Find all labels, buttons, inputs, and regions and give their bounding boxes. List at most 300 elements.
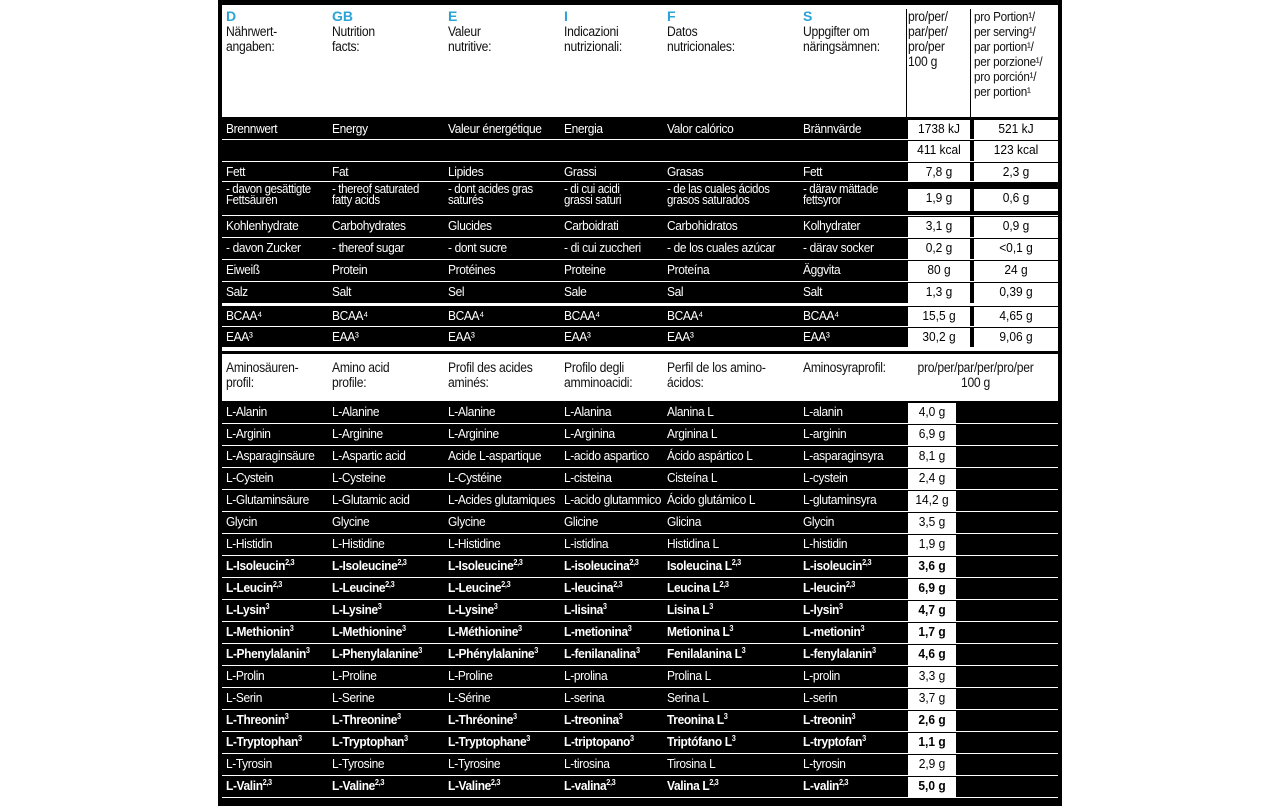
amino-name: L-Aspartic acid [332,448,406,463]
amino-name: L-Threonin$^3$ [226,712,289,727]
amino-name: L-Valine$^{2,3}$ [332,778,385,793]
amino-value: 4,6 g [918,646,946,661]
amino-name: L-lisina$^3$ [564,602,607,617]
nutrition-row [218,140,1062,162]
amino-name: L-Alanin [226,404,267,419]
amino-name: L-Methionin$^3$ [226,624,294,639]
amino-name: Ácido glutámico L [667,492,756,507]
portion-header [974,5,1058,117]
per100-value: 411 kcal [917,142,961,157]
amino-name: L-Histidine [332,536,385,551]
amino-name: L-Prolin [226,668,265,683]
amino-value-box [908,623,956,644]
nutrition-name: Salt [332,284,352,299]
amino-name: L-Leucine$^{2,3}$ [332,580,395,595]
amino-value: 4,7 g [918,602,946,617]
amino-row [218,754,1062,776]
portion-value-box [974,261,1058,282]
portion-value: <0,1 g [999,240,1033,255]
nutrition-name: Carbohidratos [667,218,738,233]
amino-row [218,732,1062,754]
amino-name: L-Leucine$^{2,3}$ [448,580,511,595]
amino-name: Glycine [448,514,486,529]
nutrition-name: BCAA⁴ [448,308,484,323]
amino-name: L-Arginin [226,426,271,441]
portion-value: 9,06 g [999,329,1033,344]
amino-value-box [908,755,956,776]
amino-col-header-text: Aminosyraprofil: [803,360,886,375]
lang-header-text: Nutrition facts: [332,24,375,54]
nutrition-row [218,327,1062,348]
nutrition-name: - di cui zuccheri [564,240,641,255]
amino-name: L-treonin$^3$ [803,712,856,727]
nutrition-name: - dont acides gras saturés [448,182,533,207]
amino-name: L-treonina$^3$ [564,712,623,727]
amino-name: Serina L [667,690,709,705]
per100-value: 7,8 g [925,164,953,179]
portion-value-box [974,217,1058,238]
per100-value-box [908,120,970,140]
amino-name: Histidina L [667,536,719,551]
amino-value-box [908,689,956,710]
amino-name: L-metionina$^3$ [564,624,632,639]
amino-name: L-fenilanalina$^3$ [564,646,640,661]
nutrition-name [667,140,799,162]
amino-value-box [908,469,956,490]
amino-name: L-prolin [803,668,840,683]
amino-row [218,710,1062,732]
amino-name: L-Histidin [226,536,273,551]
amino-name: L-Valin$^{2,3}$ [226,778,272,793]
header-divider [970,9,971,117]
amino-col-header [448,354,572,401]
amino-row [218,424,1062,446]
amino-name: Leucina L$^{2,3}$ [667,580,729,595]
amino-name: L-Histidine [448,536,501,551]
amino-row [218,446,1062,468]
amino-name: L-Isoleucin$^{2,3}$ [226,558,295,573]
nutrition-name: Eiweiß [226,262,260,277]
amino-name: Glycin [803,514,835,529]
nutrition-name: - de los cuales azúcar [667,240,776,255]
nutrition-name: Glucides [448,218,492,233]
amino-name: Isoleucina L$^{2,3}$ [667,558,741,573]
amino-name: L-Alanine [332,404,380,419]
nutrition-name [332,140,446,162]
lang-header-i [564,5,666,117]
amino-name: L-lysin$^3$ [803,602,843,617]
per100-value: 3,1 g [925,218,953,233]
per100-value-box [908,163,970,182]
nutrition-name: Brennwert [226,121,278,136]
amino-name: L-Glutamic acid [332,492,410,507]
amino-name: L-Lysine$^3$ [332,602,382,617]
amino-name: L-valina$^{2,3}$ [564,778,616,793]
lang-code: S [803,8,813,24]
nutrition-name: BCAA⁴ [564,308,600,323]
nutrition-name: Lipides [448,164,484,179]
lang-header-text: Datos nutricionales: [667,24,735,54]
per100-value-box [908,217,970,238]
nutrition-name: Carboidrati [564,218,619,233]
nutrition-name [803,140,908,162]
amino-name: Ácido aspártico L [667,448,753,463]
amino-name: L-Thréonine$^3$ [448,712,517,727]
nutrition-name: Salz [226,284,248,299]
amino-name: L-Valine$^{2,3}$ [448,778,501,793]
amino-row [218,534,1062,556]
portion-value-box [974,307,1058,327]
amino-value-box [908,557,956,578]
amino-row [218,600,1062,622]
nutrition-row [218,260,1062,282]
amino-row [218,622,1062,644]
amino-value: 4,0 g [918,404,946,419]
amino-name: Glycin [226,514,258,529]
amino-name: L-Glutaminsäure [226,492,309,507]
amino-name: L-Tryptophan$^3$ [226,734,302,749]
section-divider [222,348,1058,351]
amino-value: 2,4 g [918,470,946,485]
amino-name: Alanina L [667,404,714,419]
amino-col-header [332,354,456,401]
per100-value: 1,9 g [925,190,953,205]
portion-value-box [974,283,1058,304]
nutrition-name: Sale [564,284,587,299]
nutrition-name: Proteína [667,262,710,277]
amino-row [218,578,1062,600]
nutrition-name: BCAA⁴ [226,308,262,323]
amino-name: Fenilalanina $L^3$ [667,646,746,661]
amino-value: 1,9 g [918,536,946,551]
amino-name: Prolina L [667,668,711,683]
amino-value-box [908,733,956,754]
lang-header-text: Indicazioni nutrizionali: [564,24,622,54]
amino-col-header-text: Perfil de los amino- ácidos: [667,360,766,390]
amino-col-header [803,354,917,401]
amino-name: L-tirosina [564,756,610,771]
per100-header [908,5,970,117]
amino-name: L-prolina [564,668,608,683]
amino-value-box [908,491,956,512]
nutrition-name: Sal [667,284,684,299]
portion-value-box [974,239,1058,260]
amino-row [218,512,1062,534]
amino-per100-header-text: pro/per/par/per/pro/per 100 g [917,360,1034,390]
amino-value-box [908,601,956,622]
amino-col-header [226,354,340,401]
amino-name: L-leucin$^{2,3}$ [803,580,856,595]
amino-name: L-Phenylalanine$^3$ [332,646,422,661]
amino-value: 8,1 g [918,448,946,463]
amino-name: L-histidin [803,536,848,551]
amino-value: 3,7 g [918,690,946,705]
amino-row [218,644,1062,666]
nutrition-name: Valor calórico [667,121,734,136]
amino-value: 5,0 g [918,778,946,793]
amino-row [218,556,1062,578]
lang-header-s [803,5,907,117]
portion-value-box [974,189,1058,211]
amino-name: L-tryptofan$^3$ [803,734,866,749]
amino-name: L-alanin [803,404,843,419]
portion-value: 2,3 g [1002,164,1030,179]
amino-row [218,402,1062,424]
portion-header-text: pro Portion¹/ per serving¹/ par portion¹/ per porzione¹/ pro porción¹/ per portion¹ [974,9,1043,99]
per100-value-box [908,307,970,327]
amino-name: Treonina $L^3$ [667,712,728,727]
nutrition-name: Energy [332,121,368,136]
nutrition-row [218,238,1062,260]
amino-name: L-valin$^{2,3}$ [803,778,849,793]
nutrition-name: Valeur énergétique [448,121,542,136]
nutrition-name: Sel [448,284,465,299]
amino-name: L-Asparaginsäure [226,448,315,463]
portion-value: 4,65 g [999,308,1033,323]
portion-value-box [974,328,1058,348]
nutrition-name: - davon Zucker [226,240,301,255]
nutrition-name: Brännvärde [803,121,862,136]
row-divider [222,797,1058,798]
nutrition-name: - thereof saturated fatty acids [332,182,419,207]
amino-value-box [908,425,956,446]
nutrition-name [226,140,331,162]
amino-name: L-isoleucin$^{2,3}$ [803,558,872,573]
nutrition-name: EAA³ [448,329,475,344]
amino-name: L-acido aspartico [564,448,649,463]
nutrition-name: EAA³ [332,329,359,344]
per100-header-text: pro/per/ par/per/ pro/per 100 g [908,9,948,69]
per100-value-box [908,261,970,282]
amino-name: L-Arginine [448,426,499,441]
nutrition-row [218,306,1062,327]
amino-name: L-Tryptophane$^3$ [448,734,531,749]
amino-value: 2,9 g [918,756,946,771]
portion-value: 0,39 g [999,284,1033,299]
amino-value-box [908,579,956,600]
amino-name: L-istidina [564,536,609,551]
amino-col-header [667,354,811,401]
nutrition-name: EAA³ [667,329,694,344]
nutrition-name: Proteine [564,262,606,277]
amino-name: L-Isoleucine$^{2,3}$ [332,558,407,573]
section-divider [222,303,1058,306]
amino-value-box [908,403,956,424]
amino-name: L-Lysine$^3$ [448,602,498,617]
nutrition-name: Kohlenhydrate [226,218,299,233]
nutrition-name: BCAA⁴ [667,308,703,323]
per100-value-box [908,189,970,211]
amino-name: L-Proline [448,668,493,683]
portion-value-box [974,163,1058,182]
lang-header-d [226,5,330,117]
amino-name: L-arginin [803,426,847,441]
amino-row [218,666,1062,688]
amino-name: L-cisteina [564,470,612,485]
per100-value: 15,5 g [922,308,956,323]
amino-value: 1,1 g [918,734,946,749]
lang-code: E [448,8,458,24]
amino-value: 14,2 g [915,492,949,507]
amino-name: L-Methionine$^3$ [332,624,406,639]
nutrition-name: EAA³ [226,329,253,344]
amino-name: L-asparaginsyra [803,448,884,463]
amino-name: L-fenylalanin$^3$ [803,646,876,661]
nutrition-name: - thereof sugar [332,240,405,255]
amino-name: Valina L$^{2,3}$ [667,778,719,793]
nutrition-name [564,140,667,162]
header-divider [906,9,907,117]
amino-name: L-Méthionine$^3$ [448,624,522,639]
lang-header-text: Valeur nutritive: [448,24,492,54]
nutrition-row [218,119,1062,140]
per100-value-box [908,283,970,304]
amino-row [218,688,1062,710]
amino-name: L-Tyrosine [448,756,501,771]
amino-col-header-text: Profilo degli amminoacidi: [564,360,633,390]
per100-value: 1,3 g [925,284,953,299]
nutrition-name: EAA³ [564,329,591,344]
nutrition-name: - därav socker [803,240,874,255]
nutrition-header [222,5,1058,117]
amino-value-box [908,777,956,798]
nutrition-name: BCAA⁴ [332,308,368,323]
amino-per100-header [908,354,1058,401]
amino-name: Triptófano $L^3$ [667,734,736,749]
lang-code: I [564,8,568,24]
amino-name: L-Serin [226,690,262,705]
amino-value: 1,7 g [918,624,946,639]
nutrition-name: - därav mättade fettsyror [803,182,879,207]
amino-name: L-tyrosin [803,756,846,771]
amino-value: 3,3 g [918,668,946,683]
nutrition-name: EAA³ [803,329,830,344]
amino-name: L-Threonine$^3$ [332,712,401,727]
amino-col-header-text: Aminosäuren- profil: [226,360,299,390]
amino-name: L-Proline [332,668,377,683]
lang-header-e [448,5,562,117]
amino-name: Acide L-aspartique [448,448,542,463]
amino-name: Glycine [332,514,370,529]
amino-name: L-metionin$^3$ [803,624,865,639]
amino-name: Cisteína L [667,470,718,485]
nutrition-name: Grassi [564,164,597,179]
per100-value: 1738 kJ [918,121,960,136]
amino-name: L-Alanine [448,404,496,419]
portion-value: 24 g [1004,262,1028,277]
amino-col-header-text: Profil des acides aminés: [448,360,533,390]
amino-name: L-serina [564,690,605,705]
per100-value: 30,2 g [922,329,956,344]
per100-value-box [908,141,970,162]
nutrition-row [218,182,1062,216]
amino-name: L-triptopano$^3$ [564,734,634,749]
lang-code: F [667,8,676,24]
per100-value: 80 g [927,262,951,277]
lang-header-text: Uppgifter om näringsämnen: [803,24,880,54]
amino-name: L-Acides glutamiques [448,492,555,507]
amino-name: L-Arginina [564,426,615,441]
amino-value: 3,5 g [918,514,946,529]
amino-name: L-Sérine [448,690,491,705]
amino-name: L-Cystein [226,470,274,485]
amino-name: Lisina $L^3$ [667,602,713,617]
nutrition-row [218,216,1062,238]
amino-value: 2,6 g [918,712,946,727]
nutrition-name: - dont sucre [448,240,507,255]
nutrition-name: Protein [332,262,368,277]
portion-value: 521 kJ [998,121,1034,136]
nutrition-name: Grasas [667,164,704,179]
amino-name: Glicine [564,514,598,529]
amino-value-box [908,667,956,688]
amino-value-box [908,535,956,556]
amino-name: L-glutaminsyra [803,492,877,507]
amino-name: L-Tyrosine [332,756,385,771]
portion-value-box [974,141,1058,162]
nutrition-name: Fett [226,164,246,179]
nutrition-row [218,162,1062,182]
nutrition-name: Energia [564,121,603,136]
amino-name: L-Serine [332,690,375,705]
amino-name: Arginina L [667,426,718,441]
lang-code: D [226,8,237,24]
amino-name: L-Cystéine [448,470,502,485]
amino-name: L-acido glutammico [564,492,662,507]
amino-value: 6,9 g [918,426,946,441]
amino-name: L-Tyrosin [226,756,272,771]
nutrition-row [218,282,1062,304]
amino-value: 6,9 g [918,580,946,595]
nutrition-name: Äggvita [803,262,841,277]
amino-name: L-Phenylalanin$^3$ [226,646,310,661]
amino-value-box [908,645,956,666]
nutrition-name: Protéines [448,262,496,277]
nutrition-name: Salt [803,284,823,299]
lang-header-f [667,5,801,117]
amino-name: L-Lysin$^3$ [226,602,270,617]
portion-value: 123 kcal [993,142,1039,157]
amino-row [218,468,1062,490]
lang-header-text: Nährwert- angaben: [226,24,277,54]
amino-name: Metionina $L^3$ [667,624,734,639]
nutrition-name: - davon gesättigte Fettsäuren [226,182,311,207]
amino-row [218,490,1062,512]
amino-col-header-text: Amino acid profile: [332,360,390,390]
per100-value-box [908,239,970,260]
portion-value: 0,9 g [1002,218,1030,233]
nutrition-name: - de las cuales ácidos grasos saturados [667,182,770,207]
amino-name: L-Phénylalanine$^3$ [448,646,538,661]
amino-name: L-serin [803,690,837,705]
per100-value-box [908,328,970,348]
amino-header [222,354,1058,401]
amino-row [218,776,1062,798]
nutrition-name: Carbohydrates [332,218,406,233]
nutrition-name: Fett [803,164,823,179]
amino-name: L-Cysteine [332,470,386,485]
amino-name: L-Leucin$^{2,3}$ [226,580,283,595]
nutrition-name: BCAA⁴ [803,308,839,323]
amino-name: Tirosina L [667,756,716,771]
lang-header-gb [332,5,446,117]
portion-value: 0,6 g [1002,190,1030,205]
amino-value-box [908,711,956,732]
lang-code: GB [332,8,353,24]
portion-value-box [974,120,1058,140]
amino-name: L-cystein [803,470,848,485]
amino-name: L-Alanina [564,404,612,419]
